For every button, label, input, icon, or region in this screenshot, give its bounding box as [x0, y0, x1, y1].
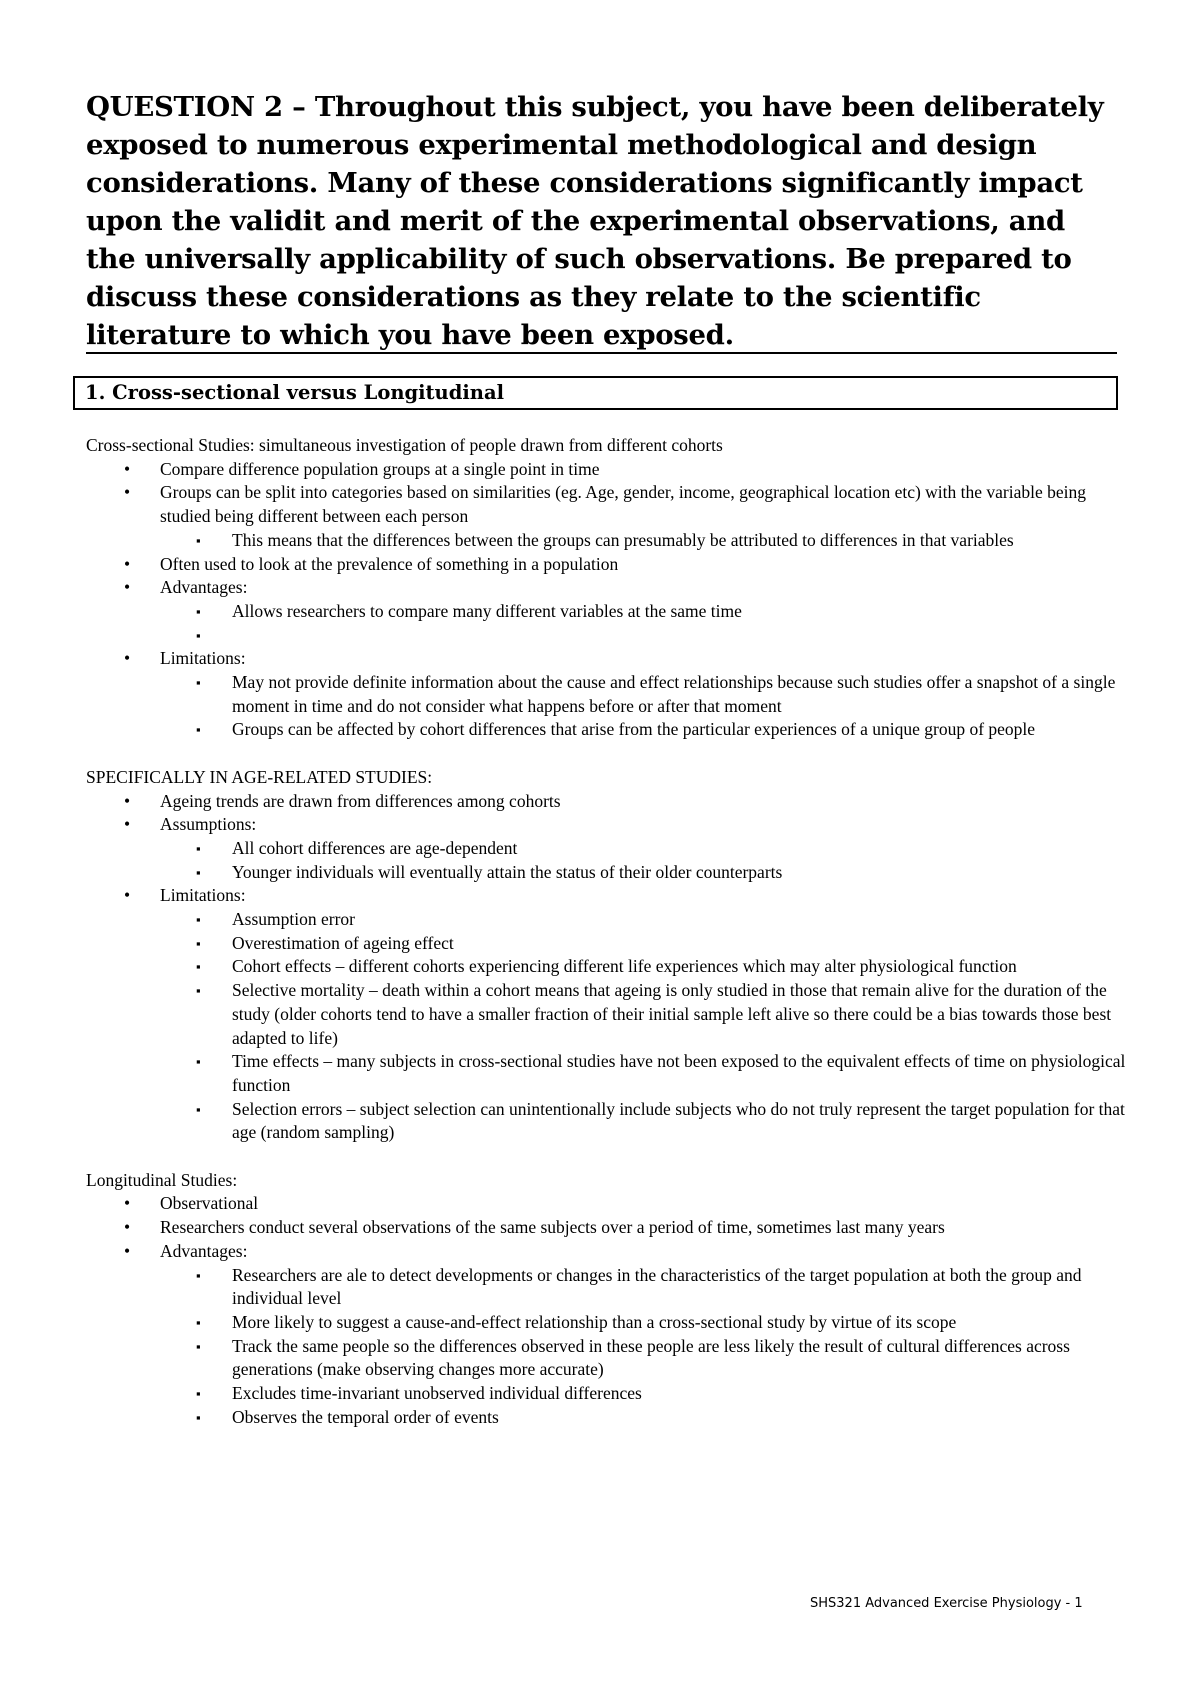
square-bullet-icon: ▪ — [196, 840, 201, 856]
sub-list-item-text: Excludes time-invariant unobserved individual differences — [232, 1383, 642, 1404]
sub-list-item-text: This means that the differences between the groups can presumably be attributed to differences in that variables — [232, 529, 1014, 550]
list-item — [86, 1216, 1126, 1240]
sub-list-item-text: All cohort differences are age-dependent — [232, 837, 518, 858]
sub-list-item-text: Track the same people so the differences observed in these people are less likely the result of cultural differences across generations (make observing changes more accurate) — [232, 1335, 1070, 1380]
list-item — [86, 884, 1126, 1145]
sub-list-item — [86, 1335, 1126, 1382]
sub-list-item-text: Selection errors – subject selection can unintentionally include subjects who do not truly represent the target population for that age (random sampling) — [232, 1098, 1125, 1143]
section-lead: Longitudinal Studies: — [86, 1169, 238, 1190]
sub-list — [160, 908, 1126, 1145]
question-heading: QUESTION 2 – Throughout this subject, you have been deliberately exposed to numerous experimental methodological and design considerations. Many of these considerations significantly impact upon the validit and merit of the experimental observations, and the universally applicability of such observations. Be prepared to discuss these considerations as they relate to the scientific literature to which you have been exposed. — [86, 91, 1104, 351]
square-bullet-icon: ▪ — [196, 1267, 201, 1283]
list-item — [86, 576, 1126, 647]
list-item-text: Advantages: — [160, 577, 248, 598]
sub-list-item-text: Younger individuals will eventually attain the status of their older counterparts — [232, 861, 783, 882]
sub-list-item — [86, 1050, 1126, 1097]
sub-list-item — [86, 529, 1126, 553]
sub-list-item — [86, 600, 1126, 624]
sub-list-item-text: Time effects – many subjects in cross-sectional studies have not been exposed to the equivalent effects of time on physiological function — [232, 1051, 1126, 1095]
square-bullet-icon: ▪ — [196, 675, 201, 691]
notes-content — [86, 434, 1126, 1429]
list-item-text: Researchers conduct several observations of the same subjects over a period of time, sometimes last many years — [160, 1217, 945, 1238]
square-bullet-icon: ▪ — [196, 1101, 201, 1117]
sub-list-item — [86, 955, 1126, 979]
sub-list-item — [86, 908, 1126, 932]
square-bullet-icon: ▪ — [196, 935, 201, 951]
list-item — [86, 553, 1126, 577]
list-item-text: Limitations: — [160, 648, 246, 669]
section-lead: SPECIFICALLY IN AGE-RELATED STUDIES: — [86, 766, 433, 787]
bullet-icon: • — [124, 814, 131, 835]
square-bullet-icon: ▪ — [196, 959, 201, 975]
square-bullet-icon: ▪ — [196, 983, 201, 999]
list-item — [86, 481, 1126, 552]
list-item — [86, 647, 1126, 742]
sub-list-item — [86, 1406, 1126, 1430]
sub-list-item — [86, 624, 1126, 648]
bullet-icon: • — [124, 458, 131, 479]
bullet-list — [86, 458, 1126, 742]
sub-list-item-text: Cohort effects – different cohorts experiencing different life experiences which may alter physiological function — [232, 956, 1017, 977]
square-bullet-icon: ▪ — [196, 864, 201, 880]
sub-list-item-text: May not provide definite information about the cause and effect relationships because such studies offer a snapshot of a single moment in time and do not consider what happens before or after that moment — [232, 672, 1116, 716]
sub-list — [160, 529, 1126, 553]
list-item — [86, 813, 1126, 884]
sub-list-item-text: Assumption error — [232, 909, 355, 930]
bullet-icon: • — [124, 648, 131, 669]
list-item-text: Limitations: — [160, 885, 246, 906]
bullet-icon: • — [124, 1240, 131, 1261]
sub-list-item-text: Selective mortality – death within a cohort means that ageing is only studied in those that remain alive for the duration of the study (older cohorts tend to have a smaller fraction of their initial sample left alive so there could be a bias towards those best adapted to life) — [232, 980, 1112, 1048]
square-bullet-icon: ▪ — [196, 1386, 201, 1402]
bullet-list — [86, 790, 1126, 1146]
bullet-icon: • — [124, 1193, 131, 1214]
sub-list-item — [86, 1264, 1126, 1311]
cross-sectional-block — [86, 434, 1126, 742]
section-lead: Cross-sectional Studies: simultaneous investigation of people drawn from different cohorts — [86, 435, 723, 455]
sub-list-item — [86, 837, 1126, 861]
bullet-list — [86, 1192, 1126, 1429]
sub-list — [160, 671, 1126, 742]
square-bullet-icon: ▪ — [196, 722, 201, 738]
list-item — [86, 1240, 1126, 1430]
square-bullet-icon: ▪ — [196, 912, 201, 928]
bullet-icon: • — [124, 577, 131, 598]
sub-list-item-text: Groups can be affected by cohort differences that arise from the particular experiences of a unique group of people — [232, 719, 1036, 740]
bullet-icon: • — [124, 553, 131, 574]
list-item — [86, 458, 1126, 482]
square-bullet-icon: ▪ — [196, 1409, 201, 1425]
section-title: 1. Cross-sectional versus Longitudinal — [73, 376, 1118, 410]
bullet-icon: • — [124, 482, 131, 503]
page-footer: SHS321 Advanced Exercise Physiology - 1 — [810, 1596, 1083, 1611]
age-related-block — [86, 766, 1126, 1145]
sub-list-item-text: Observes the temporal order of events — [232, 1406, 499, 1427]
sub-list-item — [86, 1098, 1126, 1145]
sub-list-item — [86, 1311, 1126, 1335]
bullet-icon: • — [124, 885, 131, 906]
square-bullet-icon: ▪ — [196, 1338, 201, 1354]
sub-list — [160, 837, 1126, 884]
square-bullet-icon: ▪ — [196, 627, 201, 643]
sub-list — [160, 1264, 1126, 1430]
sub-list-item — [86, 932, 1126, 956]
sub-list-item — [86, 1382, 1126, 1406]
sub-list-item-text: More likely to suggest a cause-and-effect relationship than a cross-sectional study by virtue of its scope — [232, 1311, 957, 1332]
bullet-icon: • — [124, 790, 131, 811]
heading-underline — [86, 352, 1117, 354]
square-bullet-icon: ▪ — [196, 603, 201, 619]
sub-list-item — [86, 861, 1126, 885]
list-item-text: Assumptions: — [160, 814, 257, 835]
square-bullet-icon: ▪ — [196, 532, 201, 548]
longitudinal-block — [86, 1169, 1126, 1430]
list-item-text: Often used to look at the prevalence of something in a population — [160, 553, 619, 574]
list-item-text: Advantages: — [160, 1240, 248, 1261]
square-bullet-icon: ▪ — [196, 1314, 201, 1330]
bullet-icon: • — [124, 1217, 131, 1238]
list-item-text: Observational — [160, 1193, 259, 1214]
sub-list-item-text: Overestimation of ageing effect — [232, 932, 454, 953]
sub-list-item — [86, 671, 1126, 718]
sub-list-item — [86, 718, 1126, 742]
sub-list — [160, 600, 1126, 647]
list-item — [86, 790, 1126, 814]
square-bullet-icon: ▪ — [196, 1054, 201, 1070]
sub-list-item — [86, 979, 1126, 1050]
sub-list-item-text: Researchers are ale to detect developments or changes in the characteristics of the target population at both the group and individual level — [232, 1264, 1082, 1309]
list-item-text: Compare difference population groups at a single point in time — [160, 458, 600, 479]
list-item-text: Ageing trends are drawn from differences among cohorts — [160, 790, 561, 811]
sub-list-item-text: Allows researchers to compare many different variables at the same time — [232, 600, 742, 621]
list-item — [86, 1192, 1126, 1216]
list-item-text: Groups can be split into categories based on similarities (eg. Age, gender, income, geographical location etc) with the variable being studied being different between each person — [160, 482, 1087, 527]
